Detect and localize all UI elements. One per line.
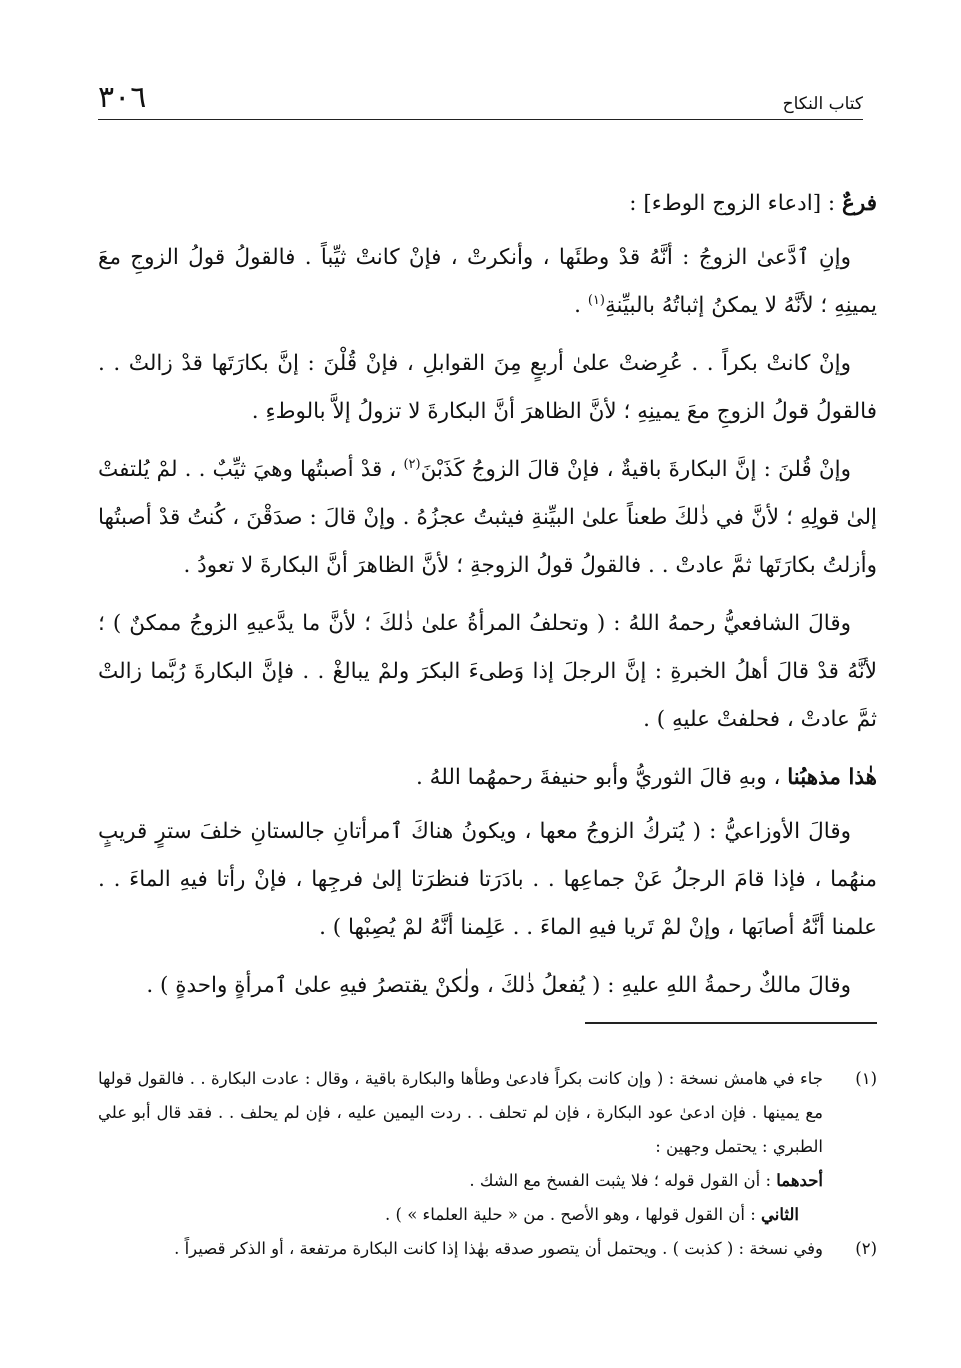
footnote-text: جاء في هامش نسخة : ( وإن كانت بكراً فادعىٰ وطأها والبكارة باقية ، وقال : عادت البكارة . . فالقول قولها مع يمينها . فإن ادعىٰ عود البكارة ، فإن لم تحلف . . ردت اليمين عليه ، فإن لم يحلف . . فقد قال أبو علي الطبري : يحتمل وجهين : xyxy=(98,1069,823,1156)
footnote-marker: (١) xyxy=(587,292,605,308)
footnote-body xyxy=(98,1062,823,1232)
main-text xyxy=(98,180,877,1020)
footnote-label: أحدهما xyxy=(776,1171,823,1190)
paragraph-text: ، قدْ أصبتُها وهيَ ثيِّبٌ . . لمْ يُلتفتْ إلىٰ قولِهِ ؛ لأنَّ في ذٰلكَ طعناً علىٰ البيِّنةِ فيثبتُ عجزُهُ . وإنْ قالَ : صدَقْنَ ، كُنتُ قدْ أصبتُها وأزلتُ بكارَتَها ثمَّ عادتْ . . فالقولُ قولُ الزوجةِ ؛ لأنَّ الظاهرَ أنَّ البكارةَ لا تعودُ . xyxy=(98,457,877,578)
paragraph xyxy=(98,754,877,802)
footnote-1 xyxy=(98,1062,877,1232)
paragraph: وقالَ الشافعيُّ رحمهُ اللهُ : ( وتحلفُ المرأةُ علىٰ ذٰلكَ ؛ لأنَّ ما يدَّعيهِ الزوجُ ممكنٌ ) ؛ لأنَّهُ قدْ قالَ أهلُ الخبرةِ : إنَّ الرجلَ إذا وَطىءَ البكرَ ولمْ يبالغْ . . فإنَّ البكارةَ رُبَّما زالتْ ثمَّ عادتْ ، فحلفتْ عليهِ ) . xyxy=(98,611,877,732)
footnotes xyxy=(98,1062,877,1266)
paragraph-text: ، وبهِ قالَ الثوريُّ وأبو حنيفةَ رحمهُما اللهُ . xyxy=(416,765,781,790)
paragraph xyxy=(98,234,877,330)
footnote-text: : أن القول قولها ، وهو الأصح . من « حلية العلماء » ) . xyxy=(385,1205,762,1224)
paragraph xyxy=(98,446,877,590)
paragraph-end: . xyxy=(574,293,588,318)
heading-label: فرعٌ xyxy=(842,191,877,216)
footnote-number: (٢) xyxy=(855,1239,877,1258)
paragraph-text: وإنْ قُلنَ : إنَّ البكارةَ باقيةٌ ، فإنْ قالَ الزوجُ كَذَبْنَ xyxy=(420,457,851,482)
section-heading xyxy=(98,180,877,228)
paragraph-text: وإنِ ٱدَّعىٰ الزوجُ : أنَّهُ قدْ وطئَها ، وأنكرتْ ، فإنْ كانتْ ثيِّباً . فالقولُ قولُ الزوجِ معَ يمينِهِ ؛ لأنَّهُ لا يمكنُ إثباتُهُ بالبيِّنةِ xyxy=(98,245,877,318)
running-header xyxy=(98,76,863,120)
footnote-divider xyxy=(585,1022,877,1024)
madhhab-label: هٰذا مذهبُنا xyxy=(787,765,877,790)
paragraph: وإنْ كانتْ بكراً . . عُرِضتْ علىٰ أربعٍ مِنَ القوابلِ ، فإنْ قُلْنَ : إنَّ بكارَتَها قدْ زالتْ . . فالقولُ قولُ الزوجِ معَ يمينِهِ ؛ لأنَّ الظاهرَ أنَّ البكارةَ لا تزولُ إلاَّ بالوطءِ . xyxy=(98,351,877,424)
footnote-2 xyxy=(98,1232,877,1266)
footnote-label: الثاني xyxy=(761,1205,799,1224)
footnote-line xyxy=(98,1164,823,1198)
footnote-marker: (٢) xyxy=(403,456,421,472)
heading-text: : [ادعاء الزوج الوطء] : xyxy=(629,191,843,216)
book-title: كتاب النكاح xyxy=(782,94,863,114)
footnote-text: : أن القول قوله ؛ فلا يثبت الفسخ مع الشك . xyxy=(469,1171,777,1190)
paragraph: وقالَ الأوزاعيُّ : ( يُتركُ الزوجُ معها ، ويكونُ هناكَ ٱمرأتانِ جالستانِ خلفَ سترٍ قريبٍ منهُما ، فإذا قامَ الرجلُ عَنْ جماعِها . . بادَرَتا فنظرَتا إلىٰ فرجِها ، فإنْ رأتا فيهِ الماءَ . . علمنا أنَّهُ أصابَها ، وإنْ لمْ تَريا فيهِ الماءَ . . عَلِمنا أنَّهُ لمْ يُصِبْها ) . xyxy=(98,819,877,940)
footnote-number: (١) xyxy=(855,1069,877,1088)
footnote-body: وفي نسخة : ( كذبت ) . ويحتمل أن يتصور صدقه بهٰذا إذا كانت البكارة مرتفعة ، أو الذكر قصيراً . xyxy=(174,1239,823,1258)
page-number: ٣٠٦ xyxy=(98,80,147,115)
footnote-line xyxy=(98,1198,823,1232)
paragraph: وقالَ مالكٌ رحمةُ اللهِ عليهِ : ( يُفعلُ ذٰلكَ ، ولٰكنْ يقتصرُ فيهِ علىٰ ٱمرأةٍ واحدةٍ ) . xyxy=(146,973,851,998)
